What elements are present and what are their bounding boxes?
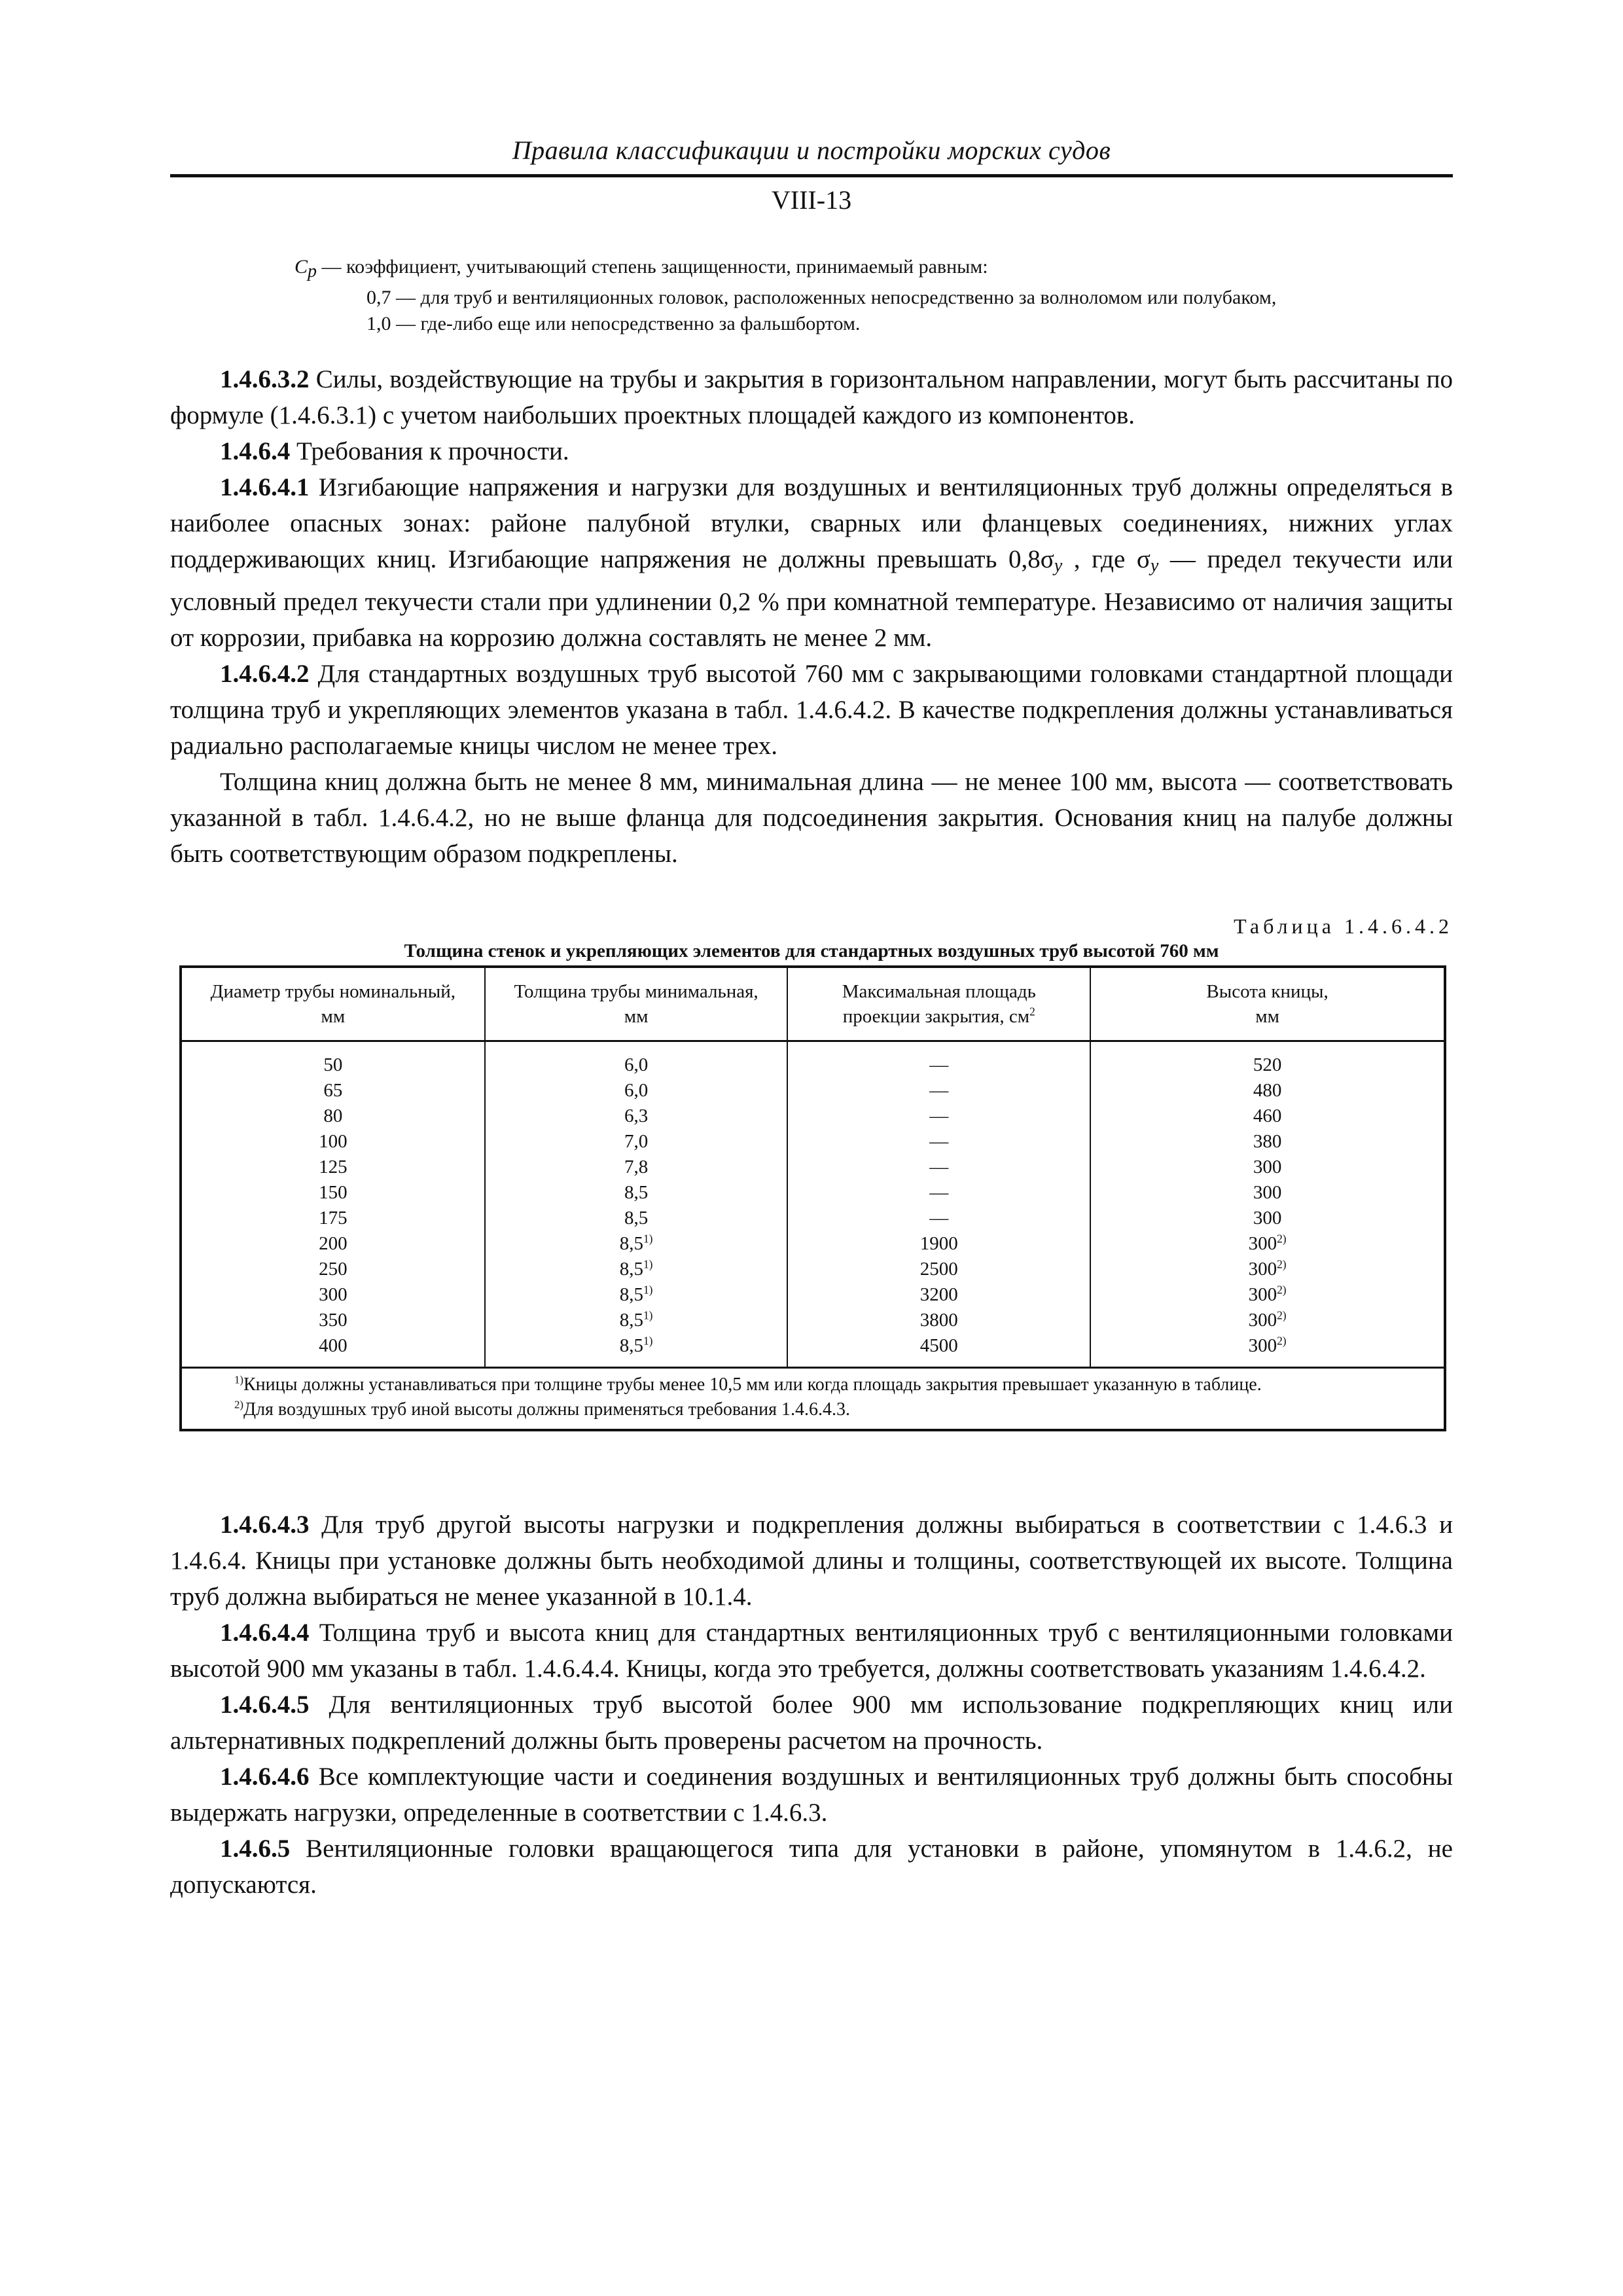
cell-diameter: 200 bbox=[182, 1231, 485, 1257]
paragraph bbox=[170, 1507, 1453, 1615]
clause-number: 1.4.6.4.2 bbox=[220, 660, 310, 688]
footnote bbox=[234, 1372, 1437, 1397]
paragraph bbox=[170, 361, 1453, 433]
table-row bbox=[182, 1041, 1444, 1079]
footnote-ref: 2) bbox=[1277, 1283, 1287, 1297]
cell-bracket-height: 460 bbox=[1253, 1105, 1282, 1126]
column-header-bracket-height: Высота кницы, мм bbox=[1090, 968, 1444, 1041]
table-label: Таблица 1.4.6.4.2 bbox=[1234, 914, 1453, 938]
paragraph bbox=[170, 469, 1453, 656]
cell-thickness: 8,5 bbox=[485, 1206, 788, 1231]
cell-diameter: 125 bbox=[182, 1155, 485, 1180]
footnote-ref: 1) bbox=[643, 1283, 653, 1297]
table-header-row bbox=[182, 968, 1444, 1041]
header-rule bbox=[170, 174, 1453, 177]
cell-thickness: 8,5$^{1)}$ bbox=[485, 1282, 788, 1308]
clause-text: Для вентиляционных труб высотой более 900 мм использование подкрепляющих книц или альтернативных подкреплений должны быть проверены расчетом на прочность. bbox=[170, 1691, 1453, 1755]
footnote-ref: 2) bbox=[1277, 1334, 1287, 1348]
table-body bbox=[182, 1041, 1444, 1367]
column-header-thickness: Толщина трубы минимальная, мм bbox=[485, 968, 788, 1041]
clause-text: Вентиляционные головки вращающегося типа для установки в районе, упомянутом в 1.4.6.2, не допускаются. bbox=[170, 1835, 1453, 1899]
cell-diameter: 175 bbox=[182, 1206, 485, 1231]
table-footnotes bbox=[182, 1367, 1444, 1429]
cell-bracket-height: 300$^{2)}$ bbox=[1248, 1232, 1287, 1254]
cell-area: 3800 bbox=[787, 1308, 1090, 1333]
cell-bracket-height: 300 bbox=[1253, 1157, 1282, 1177]
clause-number: 1.4.6.5 bbox=[220, 1835, 291, 1863]
cell-area: 3200 bbox=[787, 1282, 1090, 1308]
table-row bbox=[182, 1180, 1444, 1206]
cell-area: — bbox=[787, 1155, 1090, 1180]
clause-text: , где σ bbox=[1062, 545, 1150, 573]
table-row bbox=[182, 1129, 1444, 1155]
cell-diameter: 50 bbox=[182, 1041, 485, 1079]
cell-area: — bbox=[787, 1041, 1090, 1079]
paragraph bbox=[170, 656, 1453, 764]
column-header-diameter: Диаметр трубы номинальный, мм bbox=[182, 968, 485, 1041]
cell-thickness: 8,5$^{1)}$ bbox=[485, 1257, 788, 1282]
paragraph bbox=[170, 1615, 1453, 1687]
table-row bbox=[182, 1078, 1444, 1103]
subscript: y bbox=[1150, 556, 1159, 576]
table-row bbox=[182, 1333, 1444, 1367]
table-row bbox=[182, 1206, 1444, 1231]
cell-area: — bbox=[787, 1078, 1090, 1103]
clause-number: 1.4.6.3.2 bbox=[220, 365, 310, 393]
cell-thickness: 8,5 bbox=[485, 1180, 788, 1206]
cell-thickness: 7,8 bbox=[485, 1155, 788, 1180]
coefficient-text: — коэффициент, учитывающий степень защищенности, принимаемый равным: bbox=[321, 256, 988, 278]
clause-text: Силы, воздействующие на трубы и закрытия в горизонтальном направлении, могут быть рассчитаны по формуле (1.4.6.3.1) с учетом наибольших проектных площадей каждого из компонентов. bbox=[170, 365, 1453, 429]
cell-bracket-height: 300$^{2)}$ bbox=[1248, 1334, 1287, 1356]
cell-thickness: 6,0 bbox=[485, 1041, 788, 1079]
running-header: Правила классификации и постройки морских судов bbox=[512, 135, 1111, 165]
coefficient-subscript: p bbox=[308, 261, 317, 281]
cell-thickness: 6,3 bbox=[485, 1103, 788, 1129]
cell-bracket-height: 380 bbox=[1253, 1131, 1282, 1152]
coefficient-symbol: C bbox=[294, 256, 308, 278]
paragraph bbox=[170, 1831, 1453, 1903]
paragraph bbox=[170, 433, 1453, 469]
clause-number: 1.4.6.4.4 bbox=[220, 1619, 310, 1647]
footnote-ref: 2) bbox=[1277, 1257, 1287, 1271]
cell-diameter: 80 bbox=[182, 1103, 485, 1129]
cell-bracket-height: 300$^{2)}$ bbox=[1248, 1257, 1287, 1280]
footnote-mark: 2) bbox=[234, 1398, 243, 1411]
clause-text: Для труб другой высоты нагрузки и подкрепления должны выбираться в соответствии с 1.4.6.3 и 1.4.6.4. Кницы при установке должны быть необходимой длины и толщины, соответствующей их высоте. Толщина труб должна выбираться не менее указанной в 10.1.4. bbox=[170, 1511, 1453, 1611]
paragraph bbox=[170, 1687, 1453, 1759]
cell-area: 2500 bbox=[787, 1257, 1090, 1282]
subscript: y bbox=[1054, 556, 1063, 576]
cell-bracket-height: 300 bbox=[1253, 1208, 1282, 1229]
table-title: Толщина стенок и укрепляющих элементов для стандартных воздушных труб высотой 760 мм bbox=[404, 941, 1219, 961]
cell-area: — bbox=[787, 1103, 1090, 1129]
clause-text: Толщина труб и высота книц для стандартных вентиляционных труб с вентиляционными головками высотой 900 мм указаны в табл. 1.4.6.4.4. Кницы, когда это требуется, должны соответствовать указаниям 1.4.6.4.2. bbox=[170, 1619, 1453, 1683]
paragraph: Толщина книц должна быть не менее 8 мм, минимальная длина — не менее 100 мм, высота — соответствовать указанной в табл. 1.4.6.4.2, но не выше фланца для подсоединения закрытия. Основания книц на палубе должны быть соответствующим образом подкреплены. bbox=[170, 768, 1453, 868]
cell-bracket-height: 480 bbox=[1253, 1080, 1282, 1101]
clause-number: 1.4.6.4.1 bbox=[220, 473, 310, 501]
clause-number: 1.4.6.4.5 bbox=[220, 1691, 310, 1719]
cell-thickness: 6,0 bbox=[485, 1078, 788, 1103]
cell-bracket-height: 300 bbox=[1253, 1182, 1282, 1203]
clause-text: Для стандартных воздушных труб высотой 760 мм с закрывающими головками стандартной площади толщина труб и укрепляющих элементов указана в табл. 1.4.6.4.2. В качестве подкрепления должны устанавливаться радиально располагаемые кницы числом не менее трех. bbox=[170, 660, 1453, 760]
clause-text: Все комплектующие части и соединения воздушных и вентиляционных труб должны быть способны выдержать нагрузки, определенные в соответствии с 1.4.6.3. bbox=[170, 1763, 1453, 1827]
clause-number: 1.4.6.4.6 bbox=[220, 1763, 310, 1791]
cell-thickness: 8,5$^{1)}$ bbox=[485, 1333, 788, 1367]
column-header-area: Максимальная площадь проекции закрытия, $см^2$ bbox=[787, 968, 1090, 1041]
cell-area: — bbox=[787, 1180, 1090, 1206]
clause-text: Изгибающие напряжения и нагрузки для воздушных и вентиляционных труб должны определяться в наиболее опасных зонах: районе палубной втулки, сварных или фланцевых соединениях, нижних углах поддерживающих книц. Изгибающие напряжения не должны превышать 0,8σ bbox=[170, 473, 1453, 573]
body-text-lower bbox=[170, 1507, 1453, 1903]
footnote bbox=[234, 1397, 1437, 1422]
footnote-text: Для воздушных труб иной высоты должны применяться требования 1.4.6.4.3. bbox=[243, 1399, 850, 1420]
footnote-text: Кницы должны устанавливаться при толщине трубы менее 10,5 мм или когда площадь закрытия превышает указанную в таблице. bbox=[243, 1374, 1262, 1395]
cell-diameter: 250 bbox=[182, 1257, 485, 1282]
cell-thickness: 7,0 bbox=[485, 1129, 788, 1155]
coefficient-value: 0,7 — для труб и вентиляционных головок, расположенных непосредственно за волноломом или полубаком, bbox=[366, 287, 1277, 308]
cell-thickness: 8,5$^{1)}$ bbox=[485, 1231, 788, 1257]
body-text-upper bbox=[170, 361, 1453, 872]
page-number: VIII-13 bbox=[771, 185, 852, 215]
cell-diameter: 100 bbox=[182, 1129, 485, 1155]
cell-diameter: 65 bbox=[182, 1078, 485, 1103]
cell-bracket-height: 520 bbox=[1253, 1054, 1282, 1075]
cell-thickness: 8,5$^{1)}$ bbox=[485, 1308, 788, 1333]
footnote-ref: 1) bbox=[643, 1257, 653, 1271]
cell-diameter: 150 bbox=[182, 1180, 485, 1206]
data-table bbox=[179, 965, 1446, 1431]
cell-diameter: 350 bbox=[182, 1308, 485, 1333]
clause-number: 1.4.6.4.3 bbox=[220, 1511, 310, 1539]
clause-text: Требования к прочности. bbox=[290, 437, 569, 465]
table-row bbox=[182, 1282, 1444, 1308]
footnote-ref: 1) bbox=[643, 1308, 653, 1322]
footnote-ref: 2) bbox=[1277, 1308, 1287, 1322]
cell-area: — bbox=[787, 1129, 1090, 1155]
cell-diameter: 400 bbox=[182, 1333, 485, 1367]
cell-bracket-height: 300$^{2)}$ bbox=[1248, 1283, 1287, 1305]
table-row bbox=[182, 1103, 1444, 1129]
footnote-ref: 2) bbox=[1277, 1232, 1287, 1246]
table-row bbox=[182, 1231, 1444, 1257]
cell-area: — bbox=[787, 1206, 1090, 1231]
table-row bbox=[182, 1155, 1444, 1180]
paragraph bbox=[170, 1759, 1453, 1831]
footnote-ref: 1) bbox=[643, 1232, 653, 1246]
clause-text: — предел текучести или условный предел текучести стали при удлинении 0,2 % при комнатной температуре. Независимо от наличия защиты от коррозии, прибавка на коррозию должна составлять не менее 2 мм. bbox=[170, 545, 1453, 652]
clause-number: 1.4.6.4 bbox=[220, 437, 291, 465]
cell-bracket-height: 300$^{2)}$ bbox=[1248, 1308, 1287, 1331]
table-row bbox=[182, 1308, 1444, 1333]
cell-diameter: 300 bbox=[182, 1282, 485, 1308]
table-row bbox=[182, 1257, 1444, 1282]
coefficient-definition bbox=[294, 254, 1453, 337]
coefficient-value: 1,0 — где-либо еще или непосредственно за фальшбортом. bbox=[366, 313, 861, 334]
footnote-ref: 1) bbox=[643, 1334, 653, 1348]
cell-area: 1900 bbox=[787, 1231, 1090, 1257]
cell-area: 4500 bbox=[787, 1333, 1090, 1367]
footnote-mark: 1) bbox=[234, 1373, 243, 1386]
